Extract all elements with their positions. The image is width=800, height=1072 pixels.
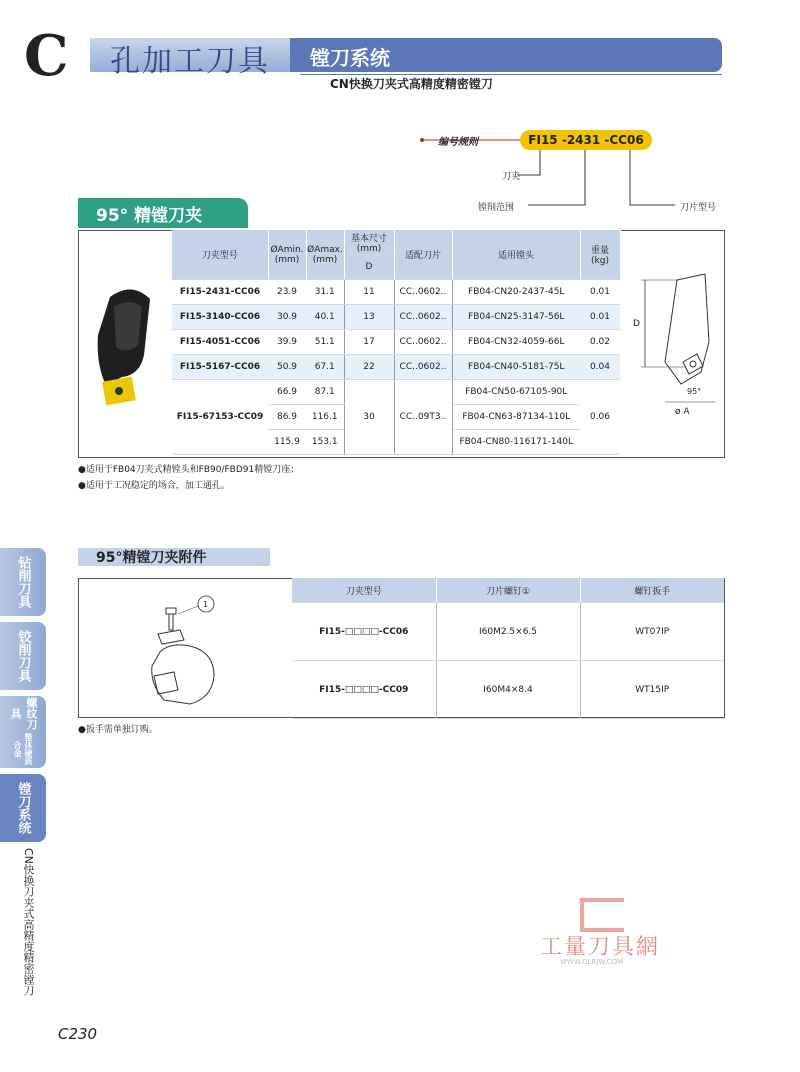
acc-col-model: 刀夹型号 xyxy=(292,578,436,603)
cell-insert: CC..0602.. xyxy=(394,355,452,380)
side-tab-reaming[interactable]: 铰削刀具 xyxy=(0,622,46,690)
cell-insert: CC..0602.. xyxy=(394,330,452,355)
page-number: C230 xyxy=(58,1025,98,1043)
note-3: ●扳手需单独订购。 xyxy=(78,725,158,735)
acc-cell-wrench: WT07IP xyxy=(580,603,724,661)
acc-col-screw: 刀片螺钉① xyxy=(436,578,580,603)
col-amin: ØAmin. (mm) xyxy=(268,230,306,280)
watermark-url: WWW.GLRJW.COM xyxy=(560,958,624,966)
cell-amin: 50.9 xyxy=(268,355,306,380)
cell-weight: 0.01 xyxy=(580,280,620,305)
table-row xyxy=(172,330,620,355)
cell-insert: CC..09T3.. xyxy=(394,380,452,455)
col-basic: 基本尺寸 (mm) xyxy=(344,230,394,255)
cell-model: FI15-3140-CC06 xyxy=(172,305,268,330)
accessory-drawing xyxy=(140,590,230,710)
cell-amin: 39.9 xyxy=(268,330,306,355)
dimension-diagram xyxy=(625,262,721,422)
side-product-title: CN快换刀夹式高精度精密镗刀 xyxy=(22,848,35,996)
cell-model: FI15-2431-CC06 xyxy=(172,280,268,305)
table-row xyxy=(172,355,620,380)
cell-weight: 0.02 xyxy=(580,330,620,355)
code-part-insert: 刀片型号 xyxy=(680,203,717,213)
table-row xyxy=(292,603,724,661)
cell-model: FI15-4051-CC06 xyxy=(172,330,268,355)
cell-head: FB04-CN25-3147-56L xyxy=(452,305,580,330)
cell-amax: 40.1 xyxy=(306,305,344,330)
col-amax: ØAmax. (mm) xyxy=(306,230,344,280)
holder-photo xyxy=(92,285,160,410)
cell-model: FI15-67153-CC09 xyxy=(172,380,268,455)
note-1: ●适用于FB04刀夹式精镗头和FB90/FBD91精镗刀座； xyxy=(78,465,300,475)
cell-insert: CC..0602.. xyxy=(394,305,452,330)
cell-head: FB04-CN32-4059-66L xyxy=(452,330,580,355)
page-title: 孔加工刀具 xyxy=(110,44,270,79)
acc-cell-wrench: WT15IP xyxy=(580,661,724,719)
table-row xyxy=(172,380,620,405)
acc-cell-screw: I60M2.5×6.5 xyxy=(436,603,580,661)
section-title: 95° 精镗刀夹 xyxy=(96,206,203,226)
acc-cell-model: FI15-□□□□-CC06 xyxy=(292,603,436,661)
side-tab-boring[interactable]: 镗刀系统 xyxy=(0,774,46,842)
cell-weight: 0.06 xyxy=(580,380,620,455)
chapter-letter: C xyxy=(24,23,69,89)
code-part-range: 镗削范围 xyxy=(478,203,515,213)
cell-amin: 30.9 xyxy=(268,305,306,330)
code-rule-example: FI15 -2431 -CC06 xyxy=(520,130,652,150)
cell-weight: 0.04 xyxy=(580,355,620,380)
dim-a-label: ø A xyxy=(675,407,690,417)
accessory-table xyxy=(292,578,724,719)
cell-amin: 115.9 xyxy=(268,430,306,455)
side-tab-drilling[interactable]: 钻削刀具 xyxy=(0,548,46,616)
code-part-holder: 刀夹 xyxy=(502,172,521,182)
table-row xyxy=(292,661,724,719)
watermark-text: 工量刀具網 xyxy=(540,935,661,960)
acc-col-wrench: 螺钉扳手 xyxy=(580,578,724,603)
acc-cell-screw: I60M4×8.4 xyxy=(436,661,580,719)
cell-amin: 66.9 xyxy=(268,380,306,405)
cell-d: 30 xyxy=(344,380,394,455)
cell-head: FB04-CN20-2437-45L xyxy=(452,280,580,305)
cell-d: 11 xyxy=(344,280,394,305)
acc-cell-model: FI15-□□□□-CC09 xyxy=(292,661,436,719)
side-tab-threading[interactable]: 螺纹刀具 整体硬质合金 xyxy=(0,696,46,768)
callout-1: 1 xyxy=(203,600,209,609)
dim-d-label: D xyxy=(633,319,640,329)
cell-head: FB04-CN50-67105-90L xyxy=(452,380,580,405)
watermark-logo xyxy=(580,898,624,932)
cell-head: FB04-CN40-5181-75L xyxy=(452,355,580,380)
note-2: ●适用于工况稳定的场合，加工通孔。 xyxy=(78,481,230,491)
col-weight: 重量 (kg) xyxy=(580,230,620,280)
dim-angle-label: 95° xyxy=(687,387,702,396)
cell-amax: 67.1 xyxy=(306,355,344,380)
cell-amin: 23.9 xyxy=(268,280,306,305)
section2-title: 95°精镗刀夹附件 xyxy=(96,550,207,566)
cell-amin: 86.9 xyxy=(268,405,306,430)
cell-weight: 0.01 xyxy=(580,305,620,330)
cell-d: 13 xyxy=(344,305,394,330)
product-title: CN快换刀夹式高精度精密镗刀 xyxy=(330,77,493,91)
cell-insert: CC..0602.. xyxy=(394,280,452,305)
cell-head: FB04-CN80-116171-140L xyxy=(452,430,580,455)
code-rule-label: 编号规则 xyxy=(438,137,478,148)
cell-amax: 31.1 xyxy=(306,280,344,305)
cell-amax: 153.1 xyxy=(306,430,344,455)
col-d: D xyxy=(344,255,394,280)
page-subtitle: 镗刀系统 xyxy=(310,46,390,70)
col-insert: 适配刀片 xyxy=(394,230,452,280)
col-model: 刀夹型号 xyxy=(172,230,268,280)
cell-d: 17 xyxy=(344,330,394,355)
cell-amax: 116.1 xyxy=(306,405,344,430)
spec-table xyxy=(172,230,621,455)
cell-amax: 87.1 xyxy=(306,380,344,405)
col-head: 适用镗头 xyxy=(452,230,580,280)
cell-amax: 51.1 xyxy=(306,330,344,355)
cell-d: 22 xyxy=(344,355,394,380)
table-row xyxy=(172,305,620,330)
cell-head: FB04-CN63-87134-110L xyxy=(452,405,580,430)
table-row xyxy=(172,280,620,305)
cell-model: FI15-5167-CC06 xyxy=(172,355,268,380)
